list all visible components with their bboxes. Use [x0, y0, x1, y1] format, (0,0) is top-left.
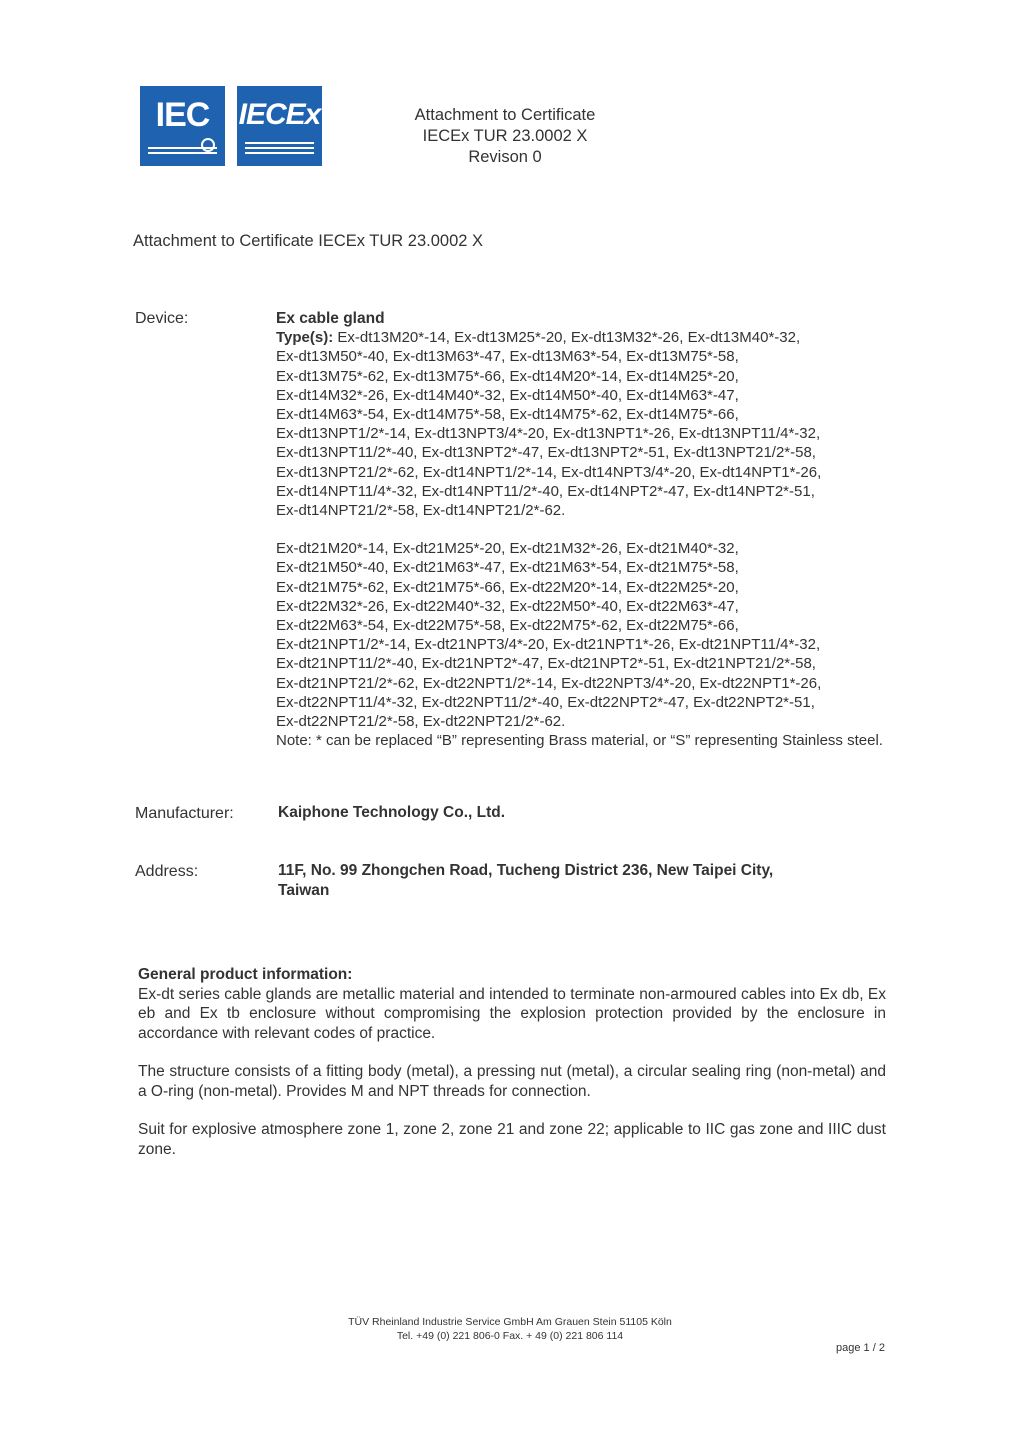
type-line: Ex-dt14NPT21/2*-58, Ex-dt14NPT21/2*-62.	[276, 502, 566, 520]
type-line: Ex-dt21NPT11/2*-40, Ex-dt21NPT2*-47, Ex-dt21NPT2*-51, Ex-dt21NPT21/2*-58,	[276, 655, 816, 673]
address-value	[278, 861, 898, 901]
footer-line-2: Tel. +49 (0) 221 806-0 Fax. + 49 (0) 221 806 114	[396, 1330, 624, 1342]
type-line: Ex-dt13M50*-40, Ex-dt13M63*-47, Ex-dt13M63*-54, Ex-dt13M75*-58,	[276, 348, 739, 366]
iecex-logo	[237, 86, 322, 166]
address-line-1: 11F, No. 99 Zhongchen Road, Tucheng District 236, New Taipei City,	[278, 862, 774, 879]
types-group-1	[276, 328, 886, 520]
address-label: Address:	[135, 863, 199, 880]
type-line: Ex-dt13NPT11/2*-40, Ex-dt13NPT2*-47, Ex-dt13NPT2*-51, Ex-dt13NPT21/2*-58,	[276, 444, 816, 462]
iecex-logo-lines	[245, 139, 314, 154]
type-line: Ex-dt22M63*-54, Ex-dt22M75*-58, Ex-dt22M75*-62, Ex-dt22M75*-66,	[276, 617, 739, 635]
iec-logo-dot	[201, 138, 215, 152]
certificate-header	[380, 105, 630, 168]
manufacturer-label: Manufacturer:	[135, 805, 234, 822]
type-line: Ex-dt22NPT21/2*-58, Ex-dt22NPT21/2*-62.	[276, 713, 566, 731]
page-number: page 1 / 2	[836, 1342, 885, 1354]
type-line: Ex-dt21M20*-14, Ex-dt21M25*-20, Ex-dt21M32*-26, Ex-dt21M40*-32,	[276, 540, 739, 558]
device-note: Note: * can be replaced “B” representing Brass material, or “S” representing Stainless steel.	[276, 732, 883, 750]
types-label: Type(s):	[276, 329, 334, 347]
type-line: Ex-dt14NPT11/4*-32, Ex-dt14NPT11/2*-40, Ex-dt14NPT2*-47, Ex-dt14NPT2*-51,	[276, 482, 815, 500]
general-info-p3: Suit for explosive atmosphere zone 1, zone 2, zone 21 and zone 22; applicable to IIC gas zone and IIIC dust zone.	[138, 1121, 886, 1158]
type-line: Ex-dt13M75*-62, Ex-dt13M75*-66, Ex-dt14M20*-14, Ex-dt14M25*-20,	[276, 367, 739, 385]
footer	[250, 1315, 770, 1343]
device-label: Device:	[135, 310, 189, 327]
general-info-title: General product information:	[138, 966, 353, 983]
iecex-logo-text: IECEx	[238, 98, 321, 131]
type-line: Ex-dt21NPT21/2*-62, Ex-dt22NPT1/2*-14, Ex-dt22NPT3/4*-20, Ex-dt22NPT1*-26,	[276, 674, 822, 692]
type-line: Ex-dt21NPT1/2*-14, Ex-dt21NPT3/4*-20, Ex-dt21NPT1*-26, Ex-dt21NPT11/4*-32,	[276, 636, 821, 654]
types-group-2	[276, 539, 886, 731]
general-info-p1: Ex-dt series cable glands are metallic material and intended to terminate non-armoured cables into Ex db, Ex eb and Ex tb enclosure without compromising the explosion protection provided by the enclosure in accordance with relevant codes of practice.	[138, 985, 886, 1042]
type-line: Ex-dt13NPT21/2*-62, Ex-dt14NPT1/2*-14, Ex-dt14NPT3/4*-20, Ex-dt14NPT1*-26,	[276, 463, 822, 481]
general-info	[138, 965, 886, 1178]
type-line: Ex-dt21M50*-40, Ex-dt21M63*-47, Ex-dt21M63*-54, Ex-dt21M75*-58,	[276, 559, 739, 577]
iec-logo-text: IEC	[155, 96, 210, 134]
attachment-title: Attachment to Certificate IECEx TUR 23.0002 X	[133, 232, 484, 250]
type-line: Ex-dt14M32*-26, Ex-dt14M40*-32, Ex-dt14M50*-40, Ex-dt14M63*-47,	[276, 386, 739, 404]
footer-line-1: TÜV Rheinland Industrie Service GmbH Am Grauen Stein 51105 Köln	[348, 1316, 672, 1328]
device-name: Ex cable gland	[276, 310, 385, 327]
device-block	[276, 309, 886, 750]
type-line: Ex-dt21M75*-62, Ex-dt21M75*-66, Ex-dt22M20*-14, Ex-dt22M25*-20,	[276, 578, 739, 596]
address-line-2: Taiwan	[278, 882, 330, 899]
type-line: Type(s): Ex-dt13M20*-14, Ex-dt13M25*-20, Ex-dt13M32*-26, Ex-dt13M40*-32,	[276, 329, 801, 347]
type-line: Ex-dt14M63*-54, Ex-dt14M75*-58, Ex-dt14M75*-62, Ex-dt14M75*-66,	[276, 406, 739, 424]
manufacturer-value: Kaiphone Technology Co., Ltd.	[278, 804, 506, 821]
general-info-p2: The structure consists of a fitting body (metal), a pressing nut (metal), a circular sealing ring (non-metal) and a O-ring (non-metal). Provides M and NPT threads for connection.	[138, 1063, 886, 1100]
header-line-1: Attachment to Certificate	[414, 106, 596, 124]
type-line: Ex-dt22M32*-26, Ex-dt22M40*-32, Ex-dt22M50*-40, Ex-dt22M63*-47,	[276, 597, 739, 615]
header-line-3: Revison 0	[468, 148, 542, 166]
iec-logo	[140, 86, 225, 166]
type-line: Ex-dt13NPT1/2*-14, Ex-dt13NPT3/4*-20, Ex-dt13NPT1*-26, Ex-dt13NPT11/4*-32,	[276, 425, 821, 443]
type-line: Ex-dt22NPT11/4*-32, Ex-dt22NPT11/2*-40, Ex-dt22NPT2*-47, Ex-dt22NPT2*-51,	[276, 693, 815, 711]
header-line-2: IECEx TUR 23.0002 X	[422, 127, 588, 145]
